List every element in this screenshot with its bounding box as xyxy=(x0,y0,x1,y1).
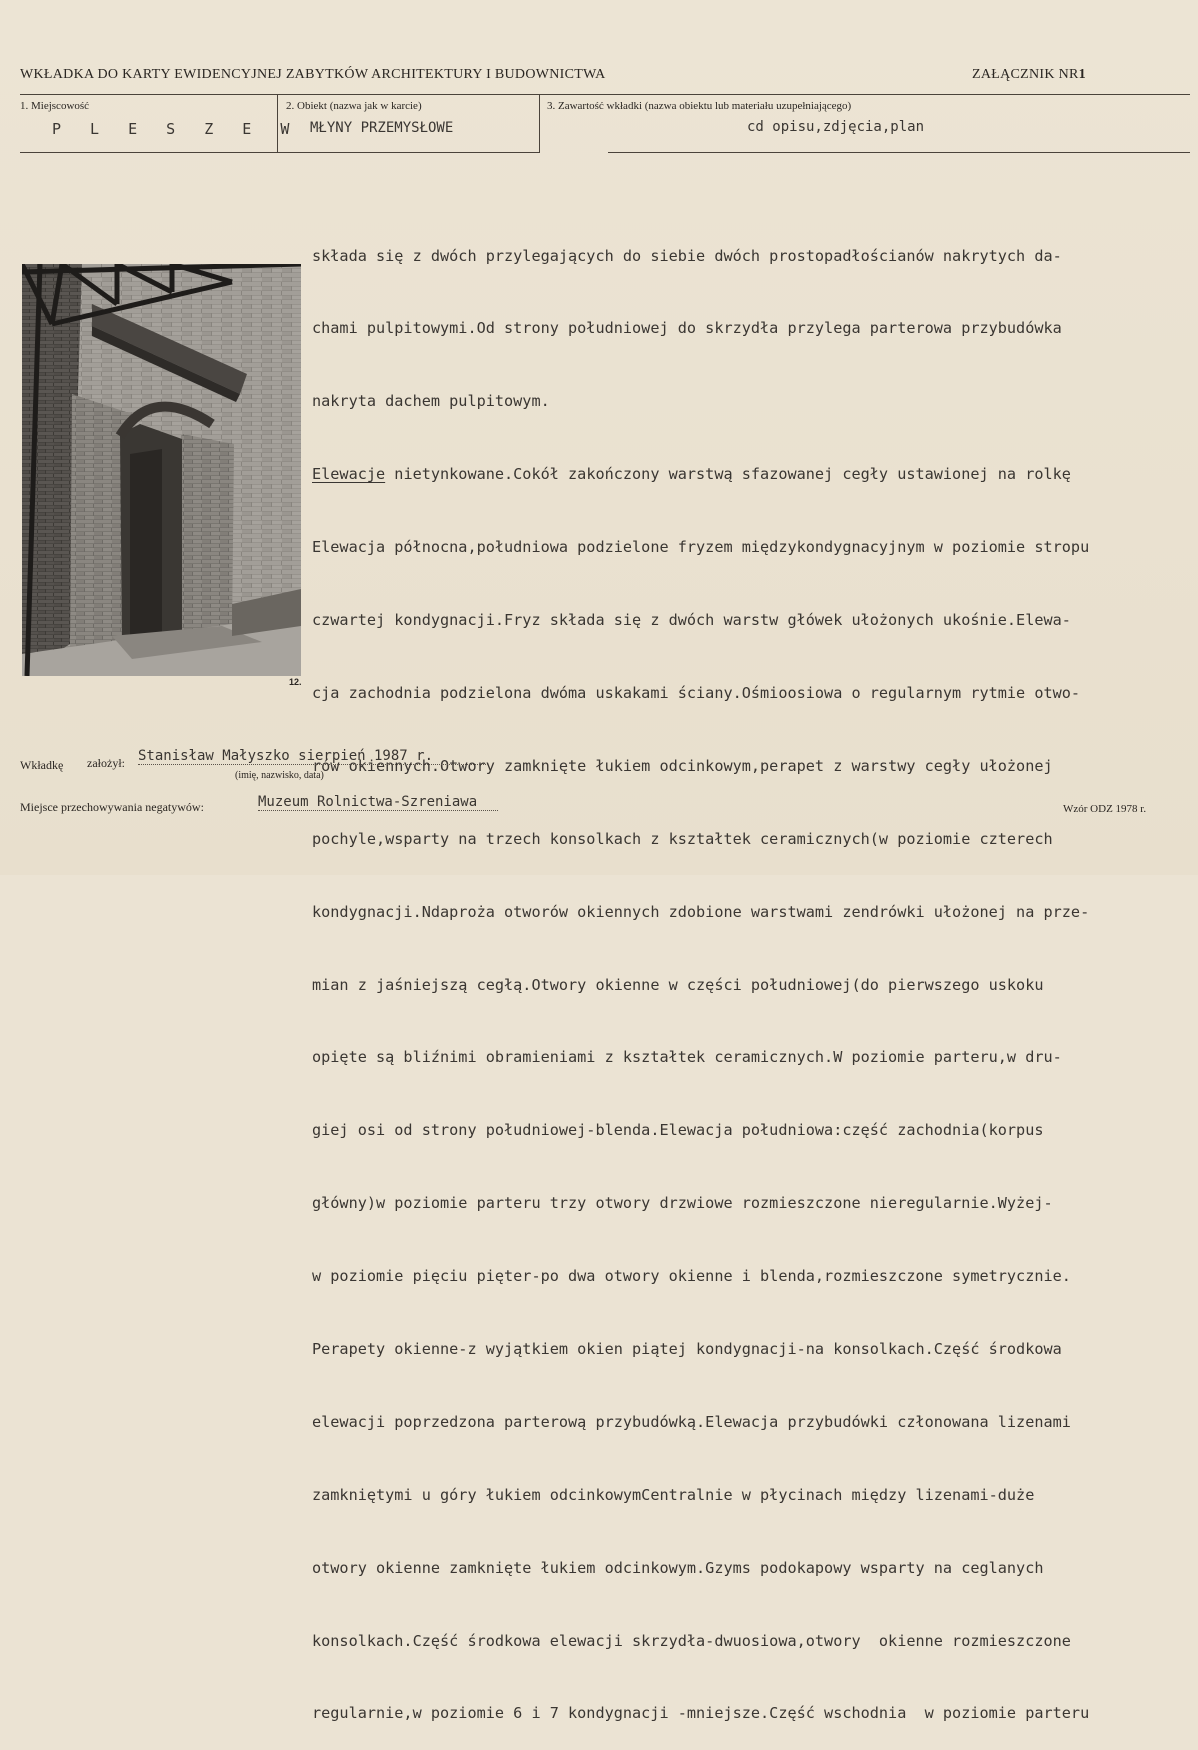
object-value: MŁYNY PRZEMYSŁOWE xyxy=(310,120,454,136)
text-line: chami pulpitowymi.Od strony południowej do skrzydła przylega parterowa przybudówka xyxy=(312,319,1062,338)
elevation-line-rest: nietynkowane.Cokół zakończony warstwą sfazowanej cegły ustawionej na rolkę xyxy=(385,465,1071,484)
field-divider-2 xyxy=(539,95,540,152)
founded-hint: (imię, nazwisko, data) xyxy=(235,770,324,781)
insert-label: Wkładkę xyxy=(20,758,64,772)
text-line: zamkniętymi u góry łukiem odcinkowymCentralnie w płycinach między lizenami-duże xyxy=(312,1485,1035,1504)
text-line xyxy=(312,462,1182,486)
text-line: w poziomie pięciu pięter-po dwa otwory okienne i blenda,rozmieszczone symetrycznie. xyxy=(312,1267,1071,1286)
text-line: składa się z dwóch przylegających do siebie dwóch prostopadłościanów nakrytych da- xyxy=(312,246,1062,265)
brick-wall-photo-image xyxy=(22,264,301,676)
photo-number: 12. xyxy=(289,677,302,687)
annex-label-text: ZAŁĄCZNIK NR xyxy=(972,67,1079,82)
annex-label xyxy=(972,67,1086,83)
founded-value: Stanisław Małyszko sierpień 1987 r. xyxy=(138,748,488,765)
text-line: mian z jaśniejszą cegłą.Otwory okienne w części południowej(do pierwszego uskoku xyxy=(312,975,1044,994)
text-line: kondygnacji.Ndaproża otworów okiennych zdobione warstwami zendrówki ułożonej na prze- xyxy=(312,902,1090,921)
negatives-value: Muzeum Rolnictwa-Szreniawa xyxy=(258,794,498,811)
card-title: WKŁADKA DO KARTY EWIDENCYJNEJ ZABYTKÓW ARCHITEKTURY I BUDOWNICTWA xyxy=(20,67,606,82)
locality-value: P L E S Z E W xyxy=(52,120,300,138)
negatives-label: Miejsce przechowywania negatywów: xyxy=(20,800,204,814)
text-line: konsolkach.Część środkowa elewacji skrzydła-dwuosiowa,otwory okienne rozmieszczone xyxy=(312,1631,1071,1650)
contents-label: 3. Zawartość wkładki (nazwa obiektu lub materiału uzupełniającego) xyxy=(547,100,852,112)
object-label: 2. Obiekt (nazwa jak w karcie) xyxy=(286,100,422,112)
elevation-heading: Elewacje xyxy=(312,465,386,484)
contents-value: cd opisu,zdjęcia,plan xyxy=(747,119,925,135)
header-top-rule xyxy=(20,94,1190,95)
text-line: regularnie,w poziomie 6 i 7 kondygnacji -mniejsze.Część wschodnia w poziomie parteru xyxy=(312,1704,1090,1723)
text-line: pochyle,wsparty na trzech konsolkach z kształtek ceramicznych(w poziomie czterech xyxy=(312,829,1053,848)
text-line: cja zachodnia podzielona dwóma uskakami ściany.Ośmioosiowa o regularnym rytmie otwo- xyxy=(312,683,1081,702)
template-version: Wzór ODZ 1978 r. xyxy=(1063,803,1147,815)
text-line: nakryta dachem pulpitowym. xyxy=(312,392,550,411)
fields-bottom-rule-right xyxy=(608,152,1190,153)
text-line: otwory okienne zamknięte łukiem odcinkowym.Gzyms podokapowy wsparty na ceglanych xyxy=(312,1558,1044,1577)
description-text xyxy=(312,195,1182,1750)
fields-bottom-rule-left xyxy=(20,152,540,153)
founded-label: założył: xyxy=(87,756,125,770)
text-line: Perapety okienne-z wyjątkiem okien piątej kondygnacji-na konsolkach.Część środkowa xyxy=(312,1339,1062,1358)
annex-number: 1 xyxy=(1078,67,1086,82)
locality-label: 1. Miejscowość xyxy=(20,100,90,112)
text-line: rów okiennych.Otwory zamknięte łukiem odcinkowym,perapet z warstwy cegły ułożonej xyxy=(312,756,1053,775)
text-line: giej osi od strony południowej-blenda.Elewacja południowa:część zachodnia(korpus xyxy=(312,1121,1044,1140)
text-line: czwartej kondygnacji.Fryz składa się z dwóch warstw główek ułożonych ukośnie.Elewa- xyxy=(312,611,1071,630)
text-line: elewacji poprzedzona parterową przybudówką.Elewacja przybudówki członowana lizenami xyxy=(312,1412,1071,1431)
building-photo xyxy=(22,264,301,676)
text-line: opięte są bliźnimi obramieniami z kształtek ceramicznych.W poziomie parteru,w dru- xyxy=(312,1048,1062,1067)
text-line: główny)w poziomie parteru trzy otwory drzwiowe rozmieszczone nieregularnie.Wyżej- xyxy=(312,1194,1053,1213)
text-line: Elewacja północna,południowa podzielone fryzem międzykondygnacyjnym w poziomie stropu xyxy=(312,538,1090,557)
